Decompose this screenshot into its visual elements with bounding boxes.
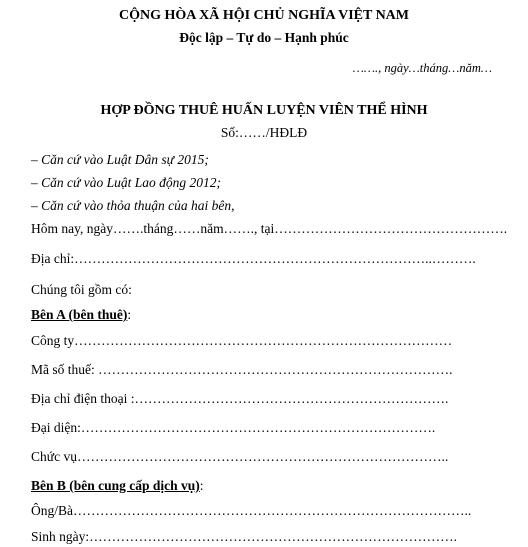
basis-labor-law: – Căn cứ vào Luật Lao động 2012; bbox=[31, 175, 221, 190]
consist-line: Chúng tôi gồm có: bbox=[31, 282, 132, 297]
party-b-heading-label: Bên B (bên cung cấp dịch vụ) bbox=[31, 478, 200, 493]
party-a-position: Chức vụ……………………………………………………………………….. bbox=[31, 449, 449, 464]
party-a-heading-colon: : bbox=[127, 307, 132, 322]
party-a-representative: Đại diện:……………………………………………………………………. bbox=[31, 420, 436, 435]
party-b-heading bbox=[31, 478, 204, 494]
date-place-line: ……., ngày…tháng…năm… bbox=[352, 61, 492, 75]
republic-heading: CỘNG HÒA XÃ HỘI CHỦ NGHĨA VIỆT NAM bbox=[118, 8, 409, 23]
contract-title: HỢP ĐỒNG THUÊ HUẤN LUYỆN VIÊN THỂ HÌNH bbox=[100, 103, 428, 118]
address-line: Địa chỉ:……………………………………………………………………..………. bbox=[31, 251, 476, 266]
party-b-name: Ông/Bà…………………………………………………………………………….. bbox=[31, 503, 472, 518]
party-b-dob: Sinh ngày:………………………………………………………………………. bbox=[31, 529, 458, 544]
motto: Độc lập – Tự do – Hạnh phúc bbox=[179, 30, 349, 45]
basis-agreement: – Căn cứ vào thỏa thuận của hai bên, bbox=[31, 198, 235, 213]
contract-number: Số:……/HĐLĐ bbox=[220, 125, 308, 140]
party-a-contact: Địa chỉ điện thoại :……………………………………………………………. bbox=[31, 391, 449, 406]
party-b-heading-colon: : bbox=[199, 478, 204, 493]
party-a-heading-label: Bên A (bên thuê) bbox=[31, 307, 128, 322]
party-a-tax-code: Mã số thuế: ……………………………………………………………………. bbox=[31, 362, 453, 377]
basis-civil-law: – Căn cứ vào Luật Dân sự 2015; bbox=[31, 152, 209, 167]
party-a-company: Công ty………………………………………………………………………… bbox=[31, 333, 453, 348]
today-line: Hôm nay, ngày…….tháng……năm……., tại……………………………………………. bbox=[31, 221, 508, 236]
party-a-heading bbox=[31, 307, 131, 323]
